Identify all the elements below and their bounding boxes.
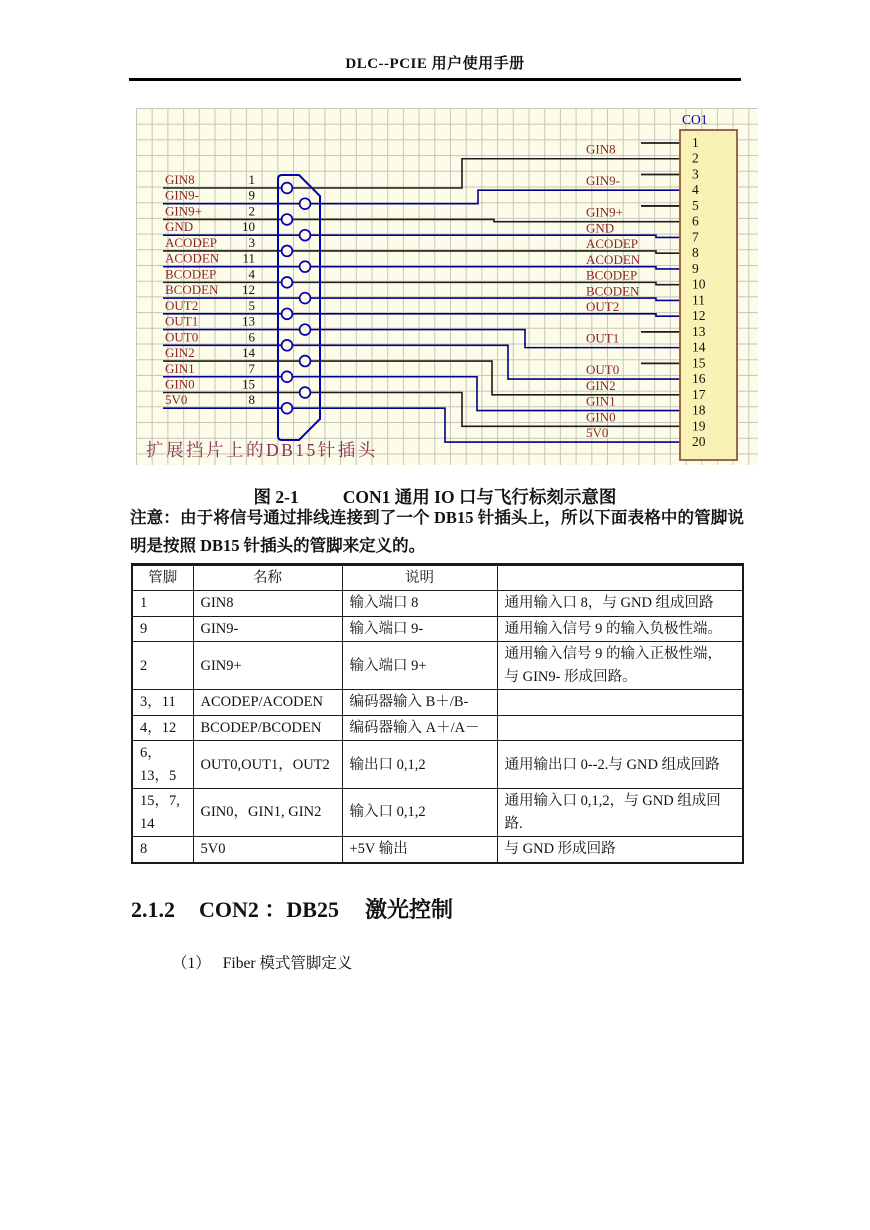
db15-pin-hole (282, 403, 293, 414)
con1-net-label: OUT0 (586, 362, 620, 378)
name-cell: GIN9+ (193, 642, 342, 690)
remark-cell: 通用输入口 0,1,2，与 GND 组成回路. (497, 789, 743, 837)
con1-net-label: GIN2 (586, 377, 616, 393)
desc-cell: 输入口 0,1,2 (342, 789, 497, 837)
con1-net-label: GIN8 (586, 141, 616, 157)
remark-cell (497, 690, 743, 715)
con1-pin-number: 3 (692, 166, 699, 182)
db15-pin-number: 9 (248, 187, 255, 203)
desc-cell: +5V 输出 (342, 837, 497, 863)
db15-pin-number: 12 (242, 282, 255, 298)
pin-cell: 15，7, 14 (132, 789, 193, 837)
db15-con1-wiring-svg (136, 108, 758, 465)
name-cell: GIN0，GIN1, GIN2 (193, 789, 342, 837)
con1-net-label: BCODEP (586, 267, 638, 283)
desc-cell: 输出口 0,1,2 (342, 741, 497, 789)
remark-cell (497, 715, 743, 740)
table-body (132, 591, 743, 863)
col-header-1: 管脚 (132, 565, 193, 591)
db15-net-label: GIN9- (165, 187, 199, 203)
db15-pin-hole (300, 261, 311, 272)
db15-net-label: GIN0 (165, 376, 195, 392)
db15-pin-hole (300, 356, 311, 367)
section-connector: CON2 ：DB25 (199, 897, 339, 922)
section-title: 激光控制 (364, 897, 453, 922)
db15-pin-number: 10 (242, 219, 255, 235)
figure-number: 图 2-1 (253, 487, 299, 507)
col-header-3: 说明 (342, 565, 497, 591)
con1-pin-number: 4 (692, 182, 699, 198)
con1-connector-box (680, 130, 737, 460)
db15-pin-number: 11 (242, 250, 255, 266)
con1-pin-number: 1 (692, 135, 699, 150)
db15-pin-hole (300, 198, 311, 209)
section-number: 2.1.2 (131, 897, 175, 922)
db15-pin-number: 7 (248, 360, 255, 376)
db15-pin-hole (282, 340, 293, 351)
db15-net-label: GND (165, 219, 194, 235)
table-row (132, 837, 743, 863)
diagram-background (136, 108, 758, 465)
con1-pin-number: 12 (692, 308, 706, 324)
col-header-4 (497, 565, 743, 591)
con1-net-label: 5V0 (586, 425, 609, 441)
db15-pin-number: 8 (248, 392, 255, 408)
con1-pin-number: 10 (692, 276, 706, 292)
db15-net-label: ACODEP (165, 234, 218, 250)
con1-pin-number: 20 (692, 434, 706, 450)
db15-pin-number: 14 (242, 345, 255, 361)
con1-net-label: BCODEN (586, 283, 640, 299)
con1-pin-number: 7 (692, 229, 699, 245)
db15-pin-hole (300, 230, 311, 241)
table-row (132, 789, 743, 837)
con1-net-label: GIN1 (586, 393, 616, 409)
pin-cell: 2 (132, 642, 193, 690)
db15-pin-hole (282, 214, 293, 225)
con1-pin-number: 19 (692, 418, 706, 434)
page-header-title: DLC--PCIE 用户使用手册 (345, 56, 525, 72)
db15-net-label: GIN2 (165, 345, 195, 361)
name-cell: GIN9- (193, 616, 342, 641)
db15-pin-number: 1 (248, 172, 255, 187)
con1-net-label: GIN9+ (586, 204, 623, 220)
table-row (132, 741, 743, 789)
con1-pin-number: 2 (692, 150, 699, 166)
list-item-text: Fiber 模式管脚定义 (222, 955, 353, 972)
con1-net-label: GND (586, 220, 615, 236)
con1-pin-number: 17 (692, 386, 706, 402)
pin-definition-table (131, 563, 744, 864)
con1-net-label: OUT1 (586, 330, 620, 346)
col-header-2: 名称 (193, 565, 342, 591)
con1-pin-number: 11 (692, 292, 705, 308)
db15-pin-hole (300, 324, 311, 335)
pin-cell: 8 (132, 837, 193, 863)
db15-net-label: BCODEN (165, 282, 219, 298)
con1-net-label: GIN0 (586, 409, 616, 425)
db15-net-label: OUT1 (165, 313, 199, 329)
con1-pin-number: 5 (692, 197, 699, 213)
db15-pin-hole (282, 246, 293, 257)
table-row (132, 591, 743, 616)
header-row (132, 565, 743, 591)
db15-pin-number: 4 (248, 266, 255, 282)
name-cell: GIN8 (193, 591, 342, 616)
con1-net-label: ACODEN (586, 251, 641, 267)
con1-pin-number: 16 (692, 371, 706, 387)
db15-pin-hole (300, 293, 311, 304)
name-cell: BCODEP/BCODEN (193, 715, 342, 740)
db15-pin-number: 15 (242, 376, 255, 392)
con1-pin-number: 6 (692, 213, 699, 229)
name-cell: ACODEP/ACODEN (193, 690, 342, 715)
db15-net-label: GIN8 (165, 172, 195, 187)
db15-pin-hole (300, 387, 311, 398)
remark-cell: 通用输入信号 9 的输入正极性端，与 GIN9- 形成回路。 (497, 642, 743, 690)
note-paragraph: 注意：由于将信号通过排线连接到了一个 DB15 针插头上，所以下面表格中的管脚说明是按照 DB15 针插头的管脚来定义的。 (130, 508, 744, 555)
db15-net-label: OUT0 (165, 329, 199, 345)
db15-net-label: GIN1 (165, 360, 195, 376)
section-heading (131, 893, 453, 924)
db15-pin-number: 2 (248, 203, 255, 219)
con1-net-label: GIN9- (586, 173, 620, 189)
table-row (132, 690, 743, 715)
remark-cell: 通用输入口 8，与 GND 组成回路 (497, 591, 743, 616)
table-row (132, 616, 743, 641)
name-cell: OUT0,OUT1，OUT2 (193, 741, 342, 789)
db15-pin-hole (282, 308, 293, 319)
con1-pin-number: 8 (692, 245, 699, 261)
desc-cell: 编码器输入 A＋/A－ (342, 715, 497, 740)
db15-net-label: ACODEN (165, 250, 220, 266)
db15-pin-number: 5 (248, 297, 255, 313)
remark-cell: 通用输出口 0--2.与 GND 组成回路 (497, 741, 743, 789)
header-rule (129, 78, 741, 81)
con1-pin-number: 13 (692, 323, 706, 339)
pin-cell: 4，12 (132, 715, 193, 740)
list-item-fiber-mode (172, 951, 352, 973)
con1-net-label: ACODEP (586, 236, 639, 252)
db15-pin-number: 13 (242, 313, 255, 329)
table-row (132, 715, 743, 740)
db15-caption: 扩展挡片上的DB15针插头 (146, 440, 378, 460)
db15-net-label: BCODEP (165, 266, 217, 282)
db15-pin-hole (282, 371, 293, 382)
db15-net-label: 5V0 (165, 392, 188, 408)
figure-title: CON1 通用 IO 口与飞行标刻示意图 (342, 487, 617, 507)
con1-pin-number: 15 (692, 355, 706, 371)
pin-cell: 9 (132, 616, 193, 641)
con1-pin-number: 18 (692, 402, 706, 418)
pin-cell: 3，11 (132, 690, 193, 715)
db15-net-label: GIN9+ (165, 203, 202, 219)
con1-net-label: OUT2 (586, 299, 620, 315)
con1-designator: CO1 (682, 112, 708, 127)
desc-cell: 输入端口 8 (342, 591, 497, 616)
table-row (132, 642, 743, 690)
name-cell: 5V0 (193, 837, 342, 863)
desc-cell: 输入端口 9- (342, 616, 497, 641)
db15-pin-number: 6 (248, 329, 255, 345)
desc-cell: 编码器输入 B＋/B- (342, 690, 497, 715)
list-item-index: （1） (172, 955, 211, 972)
db15-net-label: OUT2 (165, 297, 199, 313)
db15-pin-hole (282, 277, 293, 288)
remark-cell: 与 GND 形成回路 (497, 837, 743, 863)
remark-cell: 通用输入信号 9 的输入负极性端。 (497, 616, 743, 641)
con1-pin-number: 9 (692, 260, 699, 276)
db15-pin-number: 3 (248, 234, 255, 250)
table-header (132, 565, 743, 591)
db15-pin-hole (282, 183, 293, 194)
desc-cell: 输入端口 9+ (342, 642, 497, 690)
wiring-diagram (136, 108, 758, 465)
con1-pin-number: 14 (692, 339, 706, 355)
pin-cell: 1 (132, 591, 193, 616)
pin-cell: 6，13，5 (132, 741, 193, 789)
